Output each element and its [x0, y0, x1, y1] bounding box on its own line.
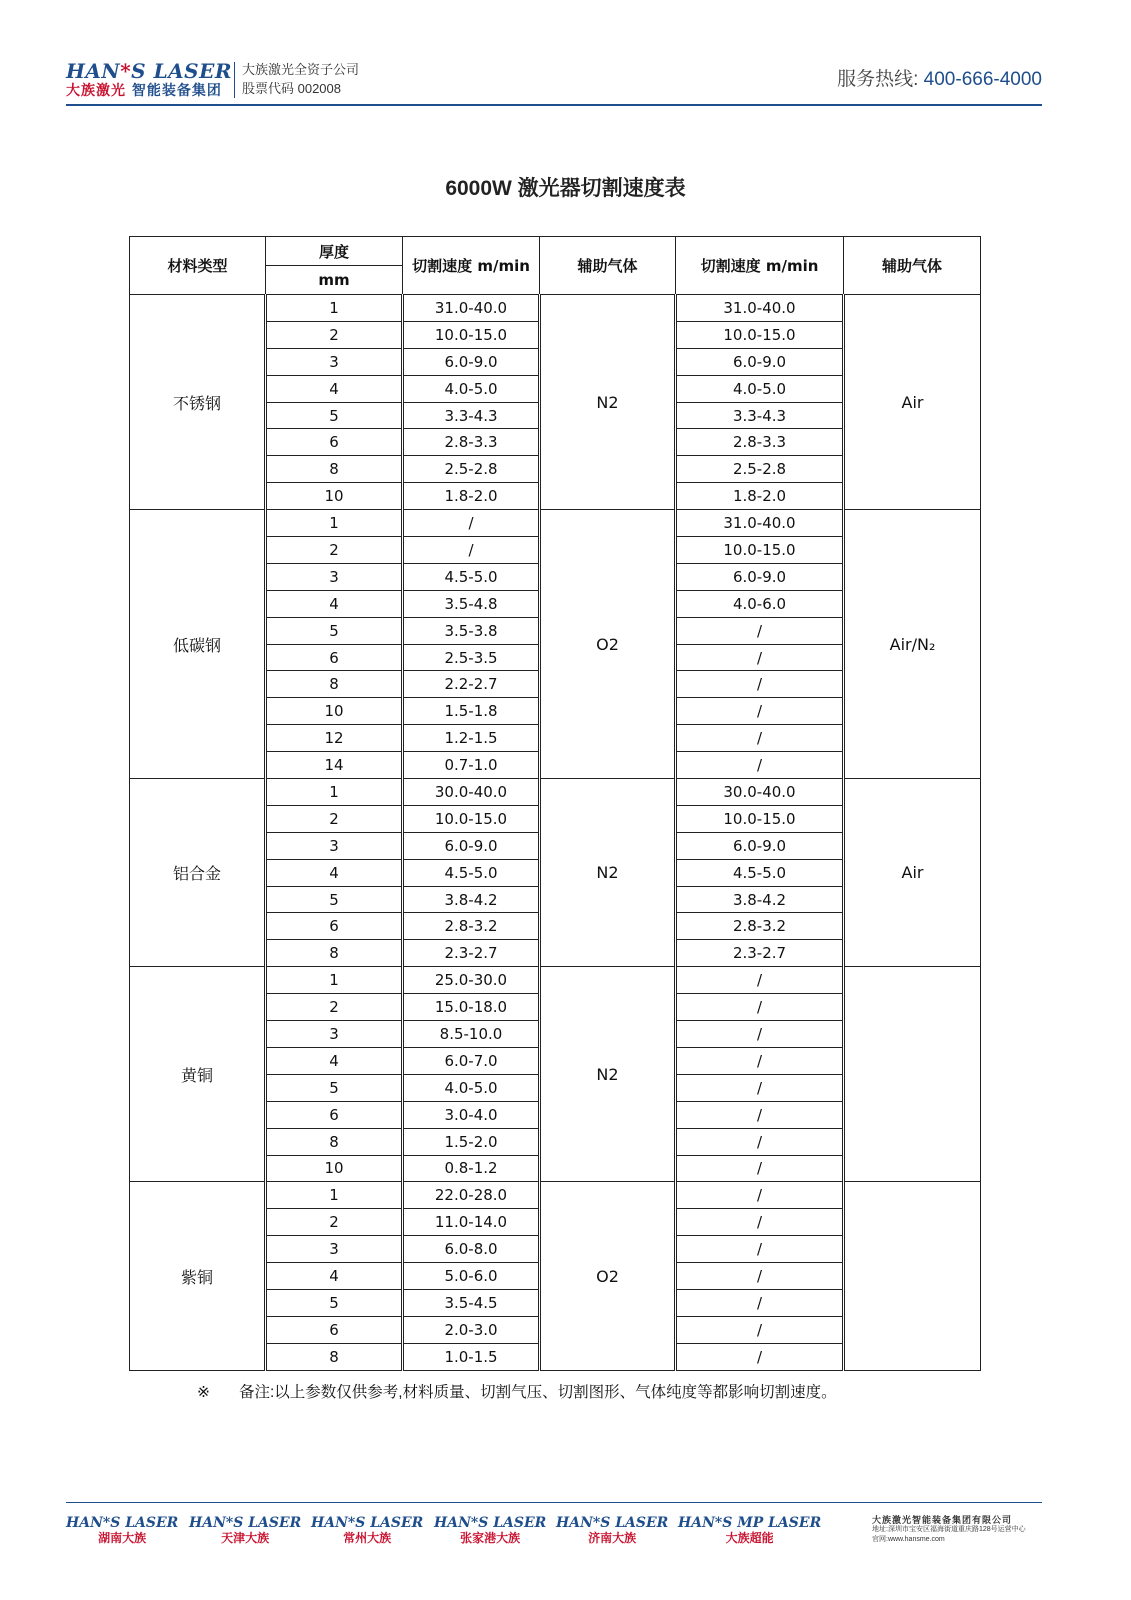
speed2-cell: /: [676, 1155, 844, 1182]
footer-address: 地址:深圳市宝安区福海街道重庆路128号运营中心: [872, 1526, 1026, 1533]
speed2-cell: 1.8-2.0: [676, 483, 844, 510]
thickness-cell: 8: [266, 671, 403, 698]
header-thickness: 厚度: [266, 237, 403, 266]
service-hotline: [837, 64, 1042, 91]
note-mark: ※: [197, 1384, 210, 1401]
speed2-cell: /: [676, 1289, 844, 1316]
speed2-cell: 6.0-9.0: [676, 348, 844, 375]
speed2-cell: /: [676, 1047, 844, 1074]
thickness-cell: 1: [266, 967, 403, 994]
speed1-cell: 3.8-4.2: [403, 886, 540, 913]
speed1-cell: 1.8-2.0: [403, 483, 540, 510]
speed2-cell: /: [676, 1128, 844, 1155]
speed2-cell: /: [676, 1263, 844, 1290]
footer-brand-cn: 天津大族: [221, 1531, 270, 1545]
speed1-cell: 1.0-1.5: [403, 1343, 540, 1370]
speed2-cell: 31.0-40.0: [676, 510, 844, 537]
speed2-cell: /: [676, 1021, 844, 1048]
speed2-cell: /: [676, 1236, 844, 1263]
speed2-cell: 2.8-3.3: [676, 429, 844, 456]
speed1-cell: 4.0-5.0: [403, 375, 540, 402]
thickness-cell: 6: [266, 1101, 403, 1128]
thickness-cell: 6: [266, 913, 403, 940]
thickness-cell: 2: [266, 994, 403, 1021]
thickness-cell: 6: [266, 429, 403, 456]
speed2-cell: 2.5-2.8: [676, 456, 844, 483]
thickness-cell: 2: [266, 805, 403, 832]
footer-brand-logo: [189, 1515, 301, 1546]
speed2-cell: /: [676, 752, 844, 779]
speed1-cell: 25.0-30.0: [403, 967, 540, 994]
document-title: 6000W 激光器切割速度表: [445, 177, 686, 200]
stock-code: 股票代码 002008: [242, 81, 341, 96]
speed1-cell: 3.5-4.8: [403, 590, 540, 617]
speed1-cell: 30.0-40.0: [403, 779, 540, 806]
thickness-cell: 1: [266, 779, 403, 806]
speed1-cell: 1.5-2.0: [403, 1128, 540, 1155]
hans-laser-logo: [66, 59, 232, 100]
footer-brand-logo: [311, 1515, 423, 1546]
footer-brand-cn: 大族超能: [725, 1531, 774, 1545]
speed1-cell: 6.0-9.0: [403, 832, 540, 859]
speed2-cell: 4.5-5.0: [676, 859, 844, 886]
gas2-cell: Air: [844, 779, 981, 967]
speed1-cell: 11.0-14.0: [403, 1209, 540, 1236]
speed1-cell: 6.0-8.0: [403, 1236, 540, 1263]
speed2-cell: /: [676, 1182, 844, 1209]
cutting-speed-table: [129, 236, 981, 1371]
logo-english: HAN*S LASER: [66, 59, 232, 83]
thickness-cell: 14: [266, 752, 403, 779]
thickness-cell: 1: [266, 510, 403, 537]
footer-brand-logo: [556, 1515, 668, 1546]
thickness-cell: 5: [266, 402, 403, 429]
speed2-cell: 30.0-40.0: [676, 779, 844, 806]
speed2-cell: /: [676, 617, 844, 644]
speed1-cell: 2.3-2.7: [403, 940, 540, 967]
header-speed-1: 切割速度 m/min: [403, 237, 540, 295]
gas1-cell: O2: [540, 1182, 676, 1370]
header-thickness-unit: mm: [266, 266, 403, 295]
material-cell: 低碳钢: [130, 510, 266, 779]
header-material: 材料类型: [130, 237, 266, 295]
thickness-cell: 10: [266, 1155, 403, 1182]
footer-company: [872, 1515, 1026, 1545]
speed2-cell: 10.0-15.0: [676, 321, 844, 348]
speed1-cell: 3.5-4.5: [403, 1289, 540, 1316]
thickness-cell: 6: [266, 1316, 403, 1343]
thickness-cell: 4: [266, 859, 403, 886]
speed1-cell: /: [403, 510, 540, 537]
material-cell: 黄铜: [130, 967, 266, 1182]
gas1-cell: O2: [540, 510, 676, 779]
header-gas-1: 辅助气体: [540, 237, 676, 295]
speed2-cell: /: [676, 725, 844, 752]
speed1-cell: 31.0-40.0: [403, 295, 540, 322]
thickness-cell: 8: [266, 456, 403, 483]
hotline-number: 400-666-4000: [923, 69, 1042, 90]
gas2-cell: [844, 967, 981, 1182]
footer-brand-cn: 湖南大族: [98, 1531, 147, 1545]
footer-brand-en: HAN*S LASER: [556, 1515, 669, 1531]
speed2-cell: /: [676, 644, 844, 671]
header-gas-2: 辅助气体: [844, 237, 981, 295]
footer-brand-logo: [678, 1515, 821, 1546]
speed2-cell: /: [676, 698, 844, 725]
speed2-cell: 6.0-9.0: [676, 832, 844, 859]
thickness-cell: 3: [266, 1021, 403, 1048]
speed1-cell: 4.5-5.0: [403, 563, 540, 590]
thickness-cell: 1: [266, 295, 403, 322]
thickness-cell: 4: [266, 1047, 403, 1074]
speed1-cell: 0.7-1.0: [403, 752, 540, 779]
speed2-cell: /: [676, 1209, 844, 1236]
gas1-cell: N2: [540, 967, 676, 1182]
logo-star-icon: *: [120, 59, 132, 83]
footer-brand-en: HAN*S MP LASER: [678, 1515, 822, 1531]
footer-website: 官网:www.hansme.com: [872, 1536, 945, 1543]
thickness-cell: 6: [266, 644, 403, 671]
thickness-cell: 12: [266, 725, 403, 752]
speed2-cell: 3.3-4.3: [676, 402, 844, 429]
thickness-cell: 1: [266, 1182, 403, 1209]
page-header: [66, 56, 1042, 106]
speed1-cell: 6.0-9.0: [403, 348, 540, 375]
thickness-cell: 3: [266, 832, 403, 859]
gas2-cell: Air/N₂: [844, 510, 981, 779]
footer-brand-en: HAN*S LASER: [434, 1515, 547, 1531]
speed1-cell: 2.2-2.7: [403, 671, 540, 698]
speed1-cell: 3.3-4.3: [403, 402, 540, 429]
footer-brand-cn: 常州大族: [343, 1531, 392, 1545]
speed1-cell: 15.0-18.0: [403, 994, 540, 1021]
thickness-cell: 3: [266, 563, 403, 590]
header-divider: [234, 62, 235, 98]
speed1-cell: 0.8-1.2: [403, 1155, 540, 1182]
speed1-cell: 2.8-3.2: [403, 913, 540, 940]
table-row: [130, 779, 981, 806]
speed2-cell: /: [676, 994, 844, 1021]
gas2-cell: [844, 1182, 981, 1370]
thickness-cell: 3: [266, 348, 403, 375]
hotline-label: 服务热线:: [837, 69, 919, 90]
speed1-cell: 1.2-1.5: [403, 725, 540, 752]
speed1-cell: 4.5-5.0: [403, 859, 540, 886]
speed1-cell: 3.5-3.8: [403, 617, 540, 644]
speed1-cell: 4.0-5.0: [403, 1074, 540, 1101]
note-text: 备注:以上参数仅供参考,材料质量、切割气压、切割图形、气体纯度等都影响切割速度。: [239, 1384, 837, 1401]
speed1-cell: /: [403, 537, 540, 564]
speed2-cell: 2.3-2.7: [676, 940, 844, 967]
speed1-cell: 6.0-7.0: [403, 1047, 540, 1074]
thickness-cell: 5: [266, 1074, 403, 1101]
speed1-cell: 22.0-28.0: [403, 1182, 540, 1209]
footer-brand-cn: 济南大族: [588, 1531, 637, 1545]
speed1-cell: 3.0-4.0: [403, 1101, 540, 1128]
thickness-cell: 8: [266, 1343, 403, 1370]
footer-brand-en: HAN*S LASER: [66, 1515, 179, 1531]
footer-brand-en: HAN*S LASER: [189, 1515, 302, 1531]
thickness-cell: 8: [266, 940, 403, 967]
speed1-cell: 8.5-10.0: [403, 1021, 540, 1048]
speed1-cell: 10.0-15.0: [403, 805, 540, 832]
speed1-cell: 2.5-3.5: [403, 644, 540, 671]
speed2-cell: 3.8-4.2: [676, 886, 844, 913]
thickness-cell: 5: [266, 617, 403, 644]
thickness-cell: 4: [266, 375, 403, 402]
speed1-cell: 2.5-2.8: [403, 456, 540, 483]
footer-brand-logo: [434, 1515, 546, 1546]
speed1-cell: 2.0-3.0: [403, 1316, 540, 1343]
footer-brand-logo: [66, 1515, 178, 1546]
footer-company-name: 大族激光智能装备集团有限公司: [872, 1515, 1013, 1525]
remark-note: [197, 1380, 837, 1402]
speed1-cell: 1.5-1.8: [403, 698, 540, 725]
speed2-cell: 4.0-6.0: [676, 590, 844, 617]
footer-brand-cn: 张家港大族: [460, 1531, 521, 1545]
footer-brand-en: HAN*S LASER: [311, 1515, 424, 1531]
speed2-cell: 6.0-9.0: [676, 563, 844, 590]
thickness-cell: 10: [266, 698, 403, 725]
speed2-cell: /: [676, 1074, 844, 1101]
speed2-cell: 31.0-40.0: [676, 295, 844, 322]
thickness-cell: 4: [266, 590, 403, 617]
page-footer: [66, 1502, 1042, 1551]
thickness-cell: 3: [266, 1236, 403, 1263]
thickness-cell: 2: [266, 537, 403, 564]
thickness-cell: 5: [266, 886, 403, 913]
material-cell: 不锈钢: [130, 295, 266, 510]
speed2-cell: 2.8-3.2: [676, 913, 844, 940]
speed2-cell: 4.0-5.0: [676, 375, 844, 402]
table-row: [130, 967, 981, 994]
table-row: [130, 295, 981, 322]
thickness-cell: 5: [266, 1289, 403, 1316]
speed1-cell: 10.0-15.0: [403, 321, 540, 348]
thickness-cell: 2: [266, 321, 403, 348]
speed2-cell: 10.0-15.0: [676, 537, 844, 564]
table-body: [130, 295, 981, 1371]
thickness-cell: 8: [266, 1128, 403, 1155]
table-row: [130, 1182, 981, 1209]
company-info: [242, 60, 359, 98]
gas1-cell: N2: [540, 779, 676, 967]
header-speed-2: 切割速度 m/min: [676, 237, 844, 295]
gas1-cell: N2: [540, 295, 676, 510]
speed2-cell: 10.0-15.0: [676, 805, 844, 832]
speed2-cell: /: [676, 1343, 844, 1370]
thickness-cell: 2: [266, 1209, 403, 1236]
speed2-cell: /: [676, 1316, 844, 1343]
logo-chinese: 大族激光 智能装备集团: [66, 83, 222, 99]
table-row: [130, 510, 981, 537]
speed2-cell: /: [676, 967, 844, 994]
gas2-cell: Air: [844, 295, 981, 510]
speed1-cell: 5.0-6.0: [403, 1263, 540, 1290]
speed2-cell: /: [676, 671, 844, 698]
material-cell: 铝合金: [130, 779, 266, 967]
material-cell: 紫铜: [130, 1182, 266, 1370]
speed1-cell: 2.8-3.3: [403, 429, 540, 456]
thickness-cell: 10: [266, 483, 403, 510]
speed2-cell: /: [676, 1101, 844, 1128]
subsidiary-text: 大族激光全资子公司: [242, 62, 360, 77]
thickness-cell: 4: [266, 1263, 403, 1290]
